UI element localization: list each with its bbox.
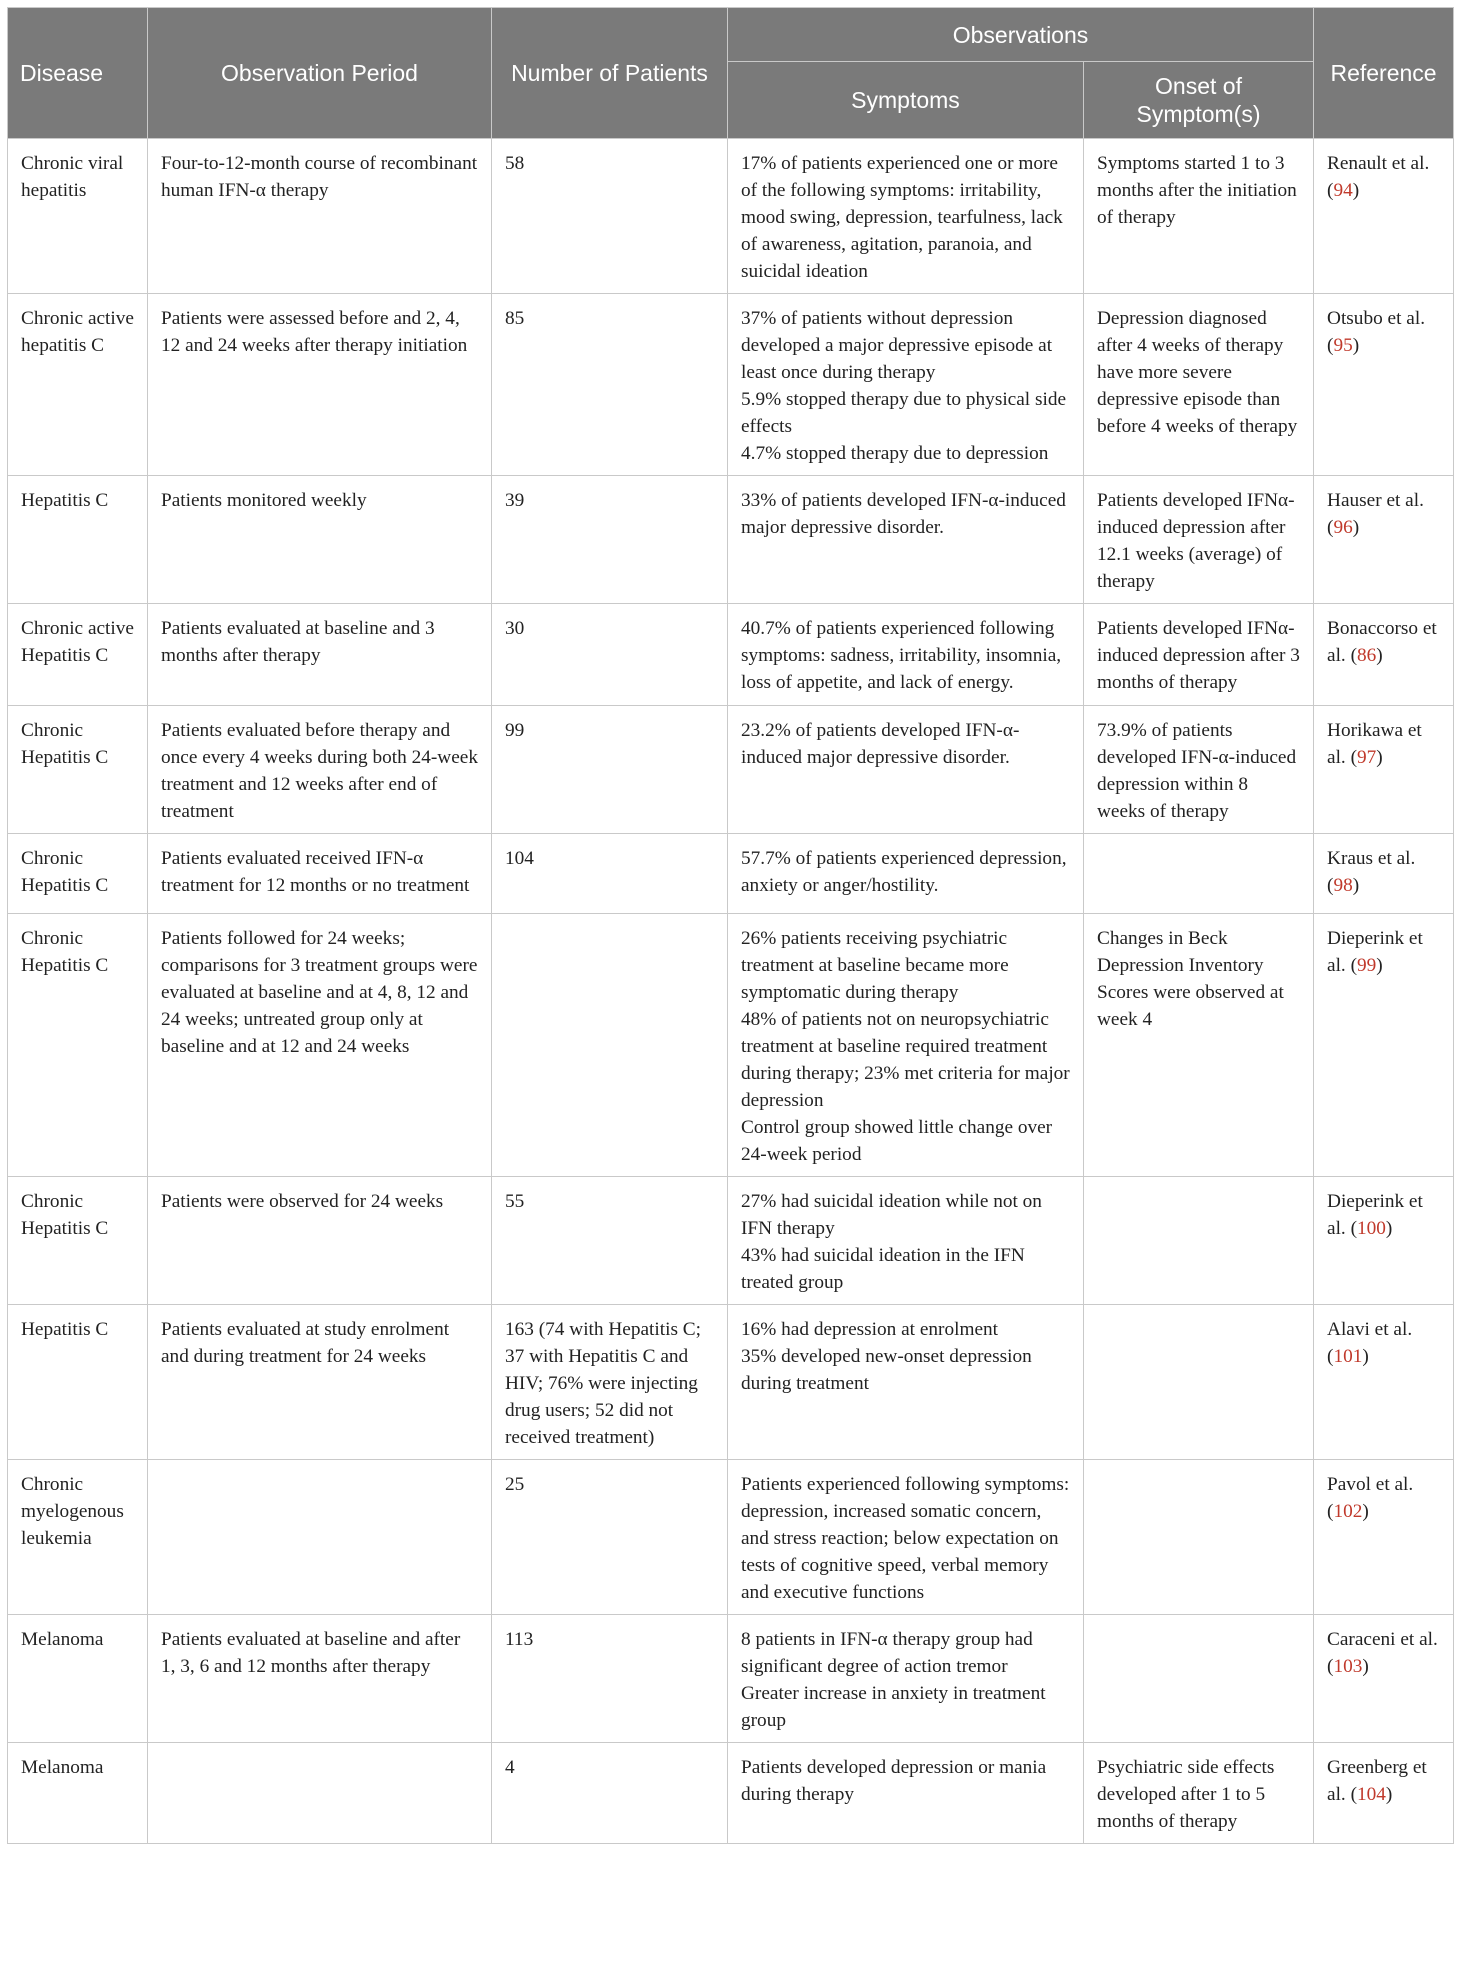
cell-disease [8, 834, 148, 914]
cell-reference [1314, 139, 1454, 294]
cell-disease-text: Chronic Hepatitis C [21, 848, 109, 896]
reference-author: Greenberg et al. ( [1327, 1757, 1427, 1805]
reference-close: ) [1362, 1501, 1369, 1522]
cell-symptoms [728, 706, 1084, 834]
reference-link[interactable]: 100 [1357, 1218, 1386, 1239]
reference-link[interactable]: 99 [1357, 955, 1377, 976]
reference-author: Renault et al. ( [1327, 153, 1430, 201]
cell-observation-period [148, 476, 492, 604]
cell-symptoms-text: 43% had suicidal ideation in the IFN treated group [741, 1245, 1025, 1293]
cell-number-of-patients [492, 706, 728, 834]
reference-link[interactable]: 96 [1333, 517, 1353, 538]
table-row [8, 1177, 1454, 1305]
cell-observation-period-text: Patients evaluated received IFN-α treatment for 12 months or no treatment [161, 848, 470, 896]
reference-link[interactable]: 104 [1357, 1784, 1386, 1805]
header-number-of-patients: Number of Patients [492, 8, 728, 139]
cell-symptoms [728, 476, 1084, 604]
cell-symptoms-text: 4.7% stopped therapy due to depression [741, 443, 1049, 464]
cell-number-of-patients-text: 163 (74 with Hepatitis C; 37 with Hepatitis C and HIV; 76% were injecting drug users; 52 did not received treatment) [505, 1319, 702, 1448]
table-row [8, 706, 1454, 834]
cell-observation-period [148, 914, 492, 1177]
cell-number-of-patients [492, 604, 728, 706]
cell-onset [1084, 1743, 1314, 1844]
cell-number-of-patients-text: 99 [505, 720, 525, 741]
cell-symptoms-text: Patients developed depression or mania during therapy [741, 1757, 1047, 1805]
cell-reference [1314, 914, 1454, 1177]
cell-symptoms [728, 914, 1084, 1177]
cell-number-of-patients [492, 1615, 728, 1743]
reference-author: Horikawa et al. ( [1327, 720, 1422, 768]
cell-symptoms-text: 17% of patients experienced one or more of the following symptoms: irritability, mood swing, depression, tearfulness, lack of awareness, agitation, paranoia, and suicidal ideation [741, 153, 1063, 282]
cell-onset-text: Changes in Beck Depression Inventory Scores were observed at week 4 [1097, 928, 1284, 1030]
reference-author: Dieperink et al. ( [1327, 928, 1423, 976]
cell-number-of-patients [492, 1743, 728, 1844]
cell-observation-period-text: Patients evaluated at baseline and after 1, 3, 6 and 12 months after therapy [161, 1629, 461, 1677]
table-body [8, 139, 1454, 1844]
cell-symptoms-text: 23.2% of patients developed IFN-α-induced major depressive disorder. [741, 720, 1020, 768]
cell-disease-text: Chronic Hepatitis C [21, 1191, 109, 1239]
cell-number-of-patients-text: 4 [505, 1757, 515, 1778]
cell-reference [1314, 1305, 1454, 1460]
reference-author: Hauser et al. ( [1327, 490, 1424, 538]
cell-symptoms [728, 294, 1084, 476]
cell-symptoms [728, 1615, 1084, 1743]
cell-observation-period [148, 1460, 492, 1615]
cell-onset-text: 73.9% of patients developed IFN-α-induced depression within 8 weeks of therapy [1097, 720, 1297, 822]
cell-disease [8, 139, 148, 294]
cell-disease [8, 476, 148, 604]
cell-reference [1314, 1460, 1454, 1615]
cell-observation-period-text: Patients monitored weekly [161, 490, 367, 511]
cell-observation-period-text: Patients were assessed before and 2, 4, 12 and 24 weeks after therapy initiation [161, 308, 468, 356]
cell-onset [1084, 1305, 1314, 1460]
cell-symptoms-text: 27% had suicidal ideation while not on IFN therapy [741, 1191, 1042, 1239]
cell-number-of-patients-text: 58 [505, 153, 525, 174]
cell-symptoms [728, 1460, 1084, 1615]
cell-observation-period [148, 1177, 492, 1305]
cell-symptoms-text: Greater increase in anxiety in treatment group [741, 1683, 1046, 1731]
reference-link[interactable]: 97 [1357, 747, 1377, 768]
cell-observation-period [148, 1743, 492, 1844]
table-row [8, 294, 1454, 476]
cell-symptoms-text: Control group showed little change over 24-week period [741, 1117, 1053, 1165]
cell-disease [8, 1177, 148, 1305]
cell-number-of-patients-text: 25 [505, 1474, 525, 1495]
cell-reference [1314, 1615, 1454, 1743]
reference-author: Caraceni et al. ( [1327, 1629, 1438, 1677]
cell-observation-period [148, 294, 492, 476]
cell-disease [8, 1615, 148, 1743]
cell-disease [8, 294, 148, 476]
cell-onset [1084, 139, 1314, 294]
table-row [8, 1743, 1454, 1844]
cell-reference [1314, 294, 1454, 476]
reference-author: Dieperink et al. ( [1327, 1191, 1423, 1239]
cell-observation-period [148, 1305, 492, 1460]
cell-symptoms-text: 40.7% of patients experienced following symptoms: sadness, irritability, insomnia, loss of appetite, and lack of energy. [741, 618, 1062, 693]
cell-reference [1314, 834, 1454, 914]
cell-disease [8, 706, 148, 834]
cell-disease-text: Melanoma [21, 1629, 104, 1650]
cell-onset [1084, 1615, 1314, 1743]
reference-link[interactable]: 95 [1333, 335, 1353, 356]
cell-symptoms [728, 604, 1084, 706]
cell-onset [1084, 914, 1314, 1177]
cell-number-of-patients [492, 1177, 728, 1305]
cell-number-of-patients-text: 55 [505, 1191, 525, 1212]
cell-onset-text: Depression diagnosed after 4 weeks of therapy have more severe depressive episode than before 4 weeks of therapy [1097, 308, 1298, 437]
cell-onset [1084, 476, 1314, 604]
cell-disease-text: Chronic Hepatitis C [21, 928, 109, 976]
cell-disease-text: Chronic active Hepatitis C [21, 618, 134, 666]
table-row [8, 139, 1454, 294]
cell-number-of-patients-text: 30 [505, 618, 525, 639]
reference-close: ) [1352, 517, 1360, 538]
reference-author: Otsubo et al. ( [1327, 308, 1426, 356]
header-onset: Onset of Symptom(s) [1084, 62, 1314, 139]
reference-close: ) [1385, 1784, 1393, 1805]
cell-observation-period [148, 604, 492, 706]
cell-disease-text: Hepatitis C [21, 1319, 109, 1340]
cell-number-of-patients [492, 1460, 728, 1615]
cell-symptoms [728, 1305, 1084, 1460]
reference-close: ) [1352, 875, 1360, 896]
cell-symptoms-text: 37% of patients without depression developed a major depressive episode at least once during therapy [741, 308, 1053, 383]
cell-symptoms-text: Patients experienced following symptoms: depression, increased somatic concern, and stress reaction; below expectation on tests of cognitive speed, verbal memory and executive functions [741, 1474, 1070, 1603]
reference-link[interactable]: 103 [1333, 1656, 1363, 1677]
cell-symptoms-text: 57.7% of patients experienced depression, anxiety or anger/hostility. [741, 848, 1067, 896]
cell-observation-period-text: Patients evaluated before therapy and once every 4 weeks during both 24-week treatment and 12 weeks after end of treatment [161, 720, 478, 822]
reference-close: ) [1352, 180, 1360, 201]
cell-observation-period [148, 706, 492, 834]
cell-onset-text: Patients developed IFNα-induced depression after 3 months of therapy [1097, 618, 1300, 693]
cell-observation-period-text: Patients were observed for 24 weeks [161, 1191, 444, 1212]
cell-observation-period [148, 834, 492, 914]
cell-number-of-patients [492, 294, 728, 476]
cell-onset-text: Psychiatric side effects developed after 1 to 5 months of therapy [1097, 1757, 1275, 1832]
cell-disease-text: Chronic myelogenous leukemia [21, 1474, 124, 1549]
cell-disease-text: Chronic Hepatitis C [21, 720, 109, 768]
cell-number-of-patients [492, 476, 728, 604]
cell-symptoms-text: 16% had depression at enrolment [741, 1319, 999, 1340]
cell-symptoms-text: 5.9% stopped therapy due to physical side effects [741, 389, 1067, 437]
cell-observation-period-text: Patients evaluated at baseline and 3 months after therapy [161, 618, 435, 666]
cell-symptoms [728, 834, 1084, 914]
cell-number-of-patients-text: 85 [505, 308, 525, 329]
cell-symptoms [728, 139, 1084, 294]
cell-symptoms-text: 8 patients in IFN-α therapy group had significant degree of action tremor [741, 1629, 1033, 1677]
cell-number-of-patients [492, 834, 728, 914]
reference-link[interactable]: 94 [1333, 180, 1353, 201]
cell-reference [1314, 1743, 1454, 1844]
reference-link[interactable]: 86 [1357, 645, 1377, 666]
cell-symptoms-text: 48% of patients not on neuropsychiatric treatment at baseline required treatment during therapy; 23% met criteria for major depression [741, 1009, 1070, 1111]
reference-author: Kraus et al. ( [1327, 848, 1416, 896]
cell-onset [1084, 1177, 1314, 1305]
header-reference: Reference [1314, 8, 1454, 139]
cell-onset [1084, 834, 1314, 914]
cell-number-of-patients [492, 1305, 728, 1460]
cell-disease-text: Hepatitis C [21, 490, 109, 511]
cell-reference [1314, 1177, 1454, 1305]
reference-close: ) [1385, 1218, 1393, 1239]
cell-observation-period-text: Patients followed for 24 weeks; comparisons for 3 treatment groups were evaluated at baseline and at 4, 8, 12 and 24 weeks; untreated group only at baseline and at 12 and 24 weeks [161, 928, 478, 1057]
cell-number-of-patients-text: 113 [505, 1629, 534, 1650]
cell-disease-text: Chronic viral hepatitis [21, 153, 124, 201]
cell-onset-text: Patients developed IFNα-induced depression after 12.1 weeks (average) of therapy [1097, 490, 1295, 592]
reference-link[interactable]: 101 [1333, 1346, 1363, 1367]
table-row [8, 1305, 1454, 1460]
reference-link[interactable]: 98 [1333, 875, 1353, 896]
table-container [7, 7, 1453, 1844]
cell-onset [1084, 706, 1314, 834]
table-row [8, 1615, 1454, 1743]
reference-author: Pavol et al. ( [1327, 1474, 1414, 1522]
ifn-psychiatric-effects-table [7, 7, 1454, 1844]
reference-close: ) [1376, 645, 1383, 666]
table-row [8, 834, 1454, 914]
cell-onset [1084, 294, 1314, 476]
cell-observation-period-text: Patients evaluated at study enrolment and during treatment for 24 weeks [161, 1319, 450, 1367]
cell-disease-text: Melanoma [21, 1757, 104, 1778]
header-disease: Disease [8, 8, 148, 139]
cell-observation-period-text: Four-to-12-month course of recombinant human IFN-α therapy [161, 153, 478, 201]
table-header [8, 8, 1454, 139]
cell-number-of-patients-text: 104 [505, 848, 534, 869]
header-symptoms: Symptoms [728, 62, 1084, 139]
cell-reference [1314, 604, 1454, 706]
cell-observation-period [148, 139, 492, 294]
header-observation-period: Observation Period [148, 8, 492, 139]
reference-close: ) [1376, 955, 1383, 976]
reference-close: ) [1362, 1656, 1369, 1677]
cell-symptoms-text: 33% of patients developed IFN-α-induced major depressive disorder. [741, 490, 1066, 538]
cell-disease [8, 1305, 148, 1460]
cell-symptoms-text: 26% patients receiving psychiatric treatment at baseline became more symptomatic during therapy [741, 928, 1009, 1003]
reference-close: ) [1376, 747, 1383, 768]
cell-onset-text: Symptoms started 1 to 3 months after the initiation of therapy [1097, 153, 1297, 228]
cell-reference [1314, 706, 1454, 834]
reference-close: ) [1352, 335, 1360, 356]
reference-link[interactable]: 102 [1333, 1501, 1363, 1522]
table-row [8, 476, 1454, 604]
cell-disease [8, 1460, 148, 1615]
reference-author: Alavi et al. ( [1327, 1319, 1413, 1367]
reference-author: Bonaccorso et al. ( [1327, 618, 1437, 666]
cell-disease-text: Chronic active hepatitis C [21, 308, 134, 356]
cell-onset [1084, 1460, 1314, 1615]
table-row [8, 604, 1454, 706]
cell-reference [1314, 476, 1454, 604]
cell-disease [8, 1743, 148, 1844]
cell-disease [8, 914, 148, 1177]
cell-symptoms [728, 1743, 1084, 1844]
reference-close: ) [1362, 1346, 1369, 1367]
table-row [8, 1460, 1454, 1615]
cell-symptoms-text: 35% developed new-onset depression during treatment [741, 1346, 1032, 1394]
header-observations: Observations [728, 8, 1314, 62]
cell-number-of-patients [492, 914, 728, 1177]
table-row [8, 914, 1454, 1177]
cell-onset [1084, 604, 1314, 706]
cell-symptoms [728, 1177, 1084, 1305]
cell-number-of-patients-text: 39 [505, 490, 525, 511]
cell-number-of-patients [492, 139, 728, 294]
cell-observation-period [148, 1615, 492, 1743]
cell-disease [8, 604, 148, 706]
